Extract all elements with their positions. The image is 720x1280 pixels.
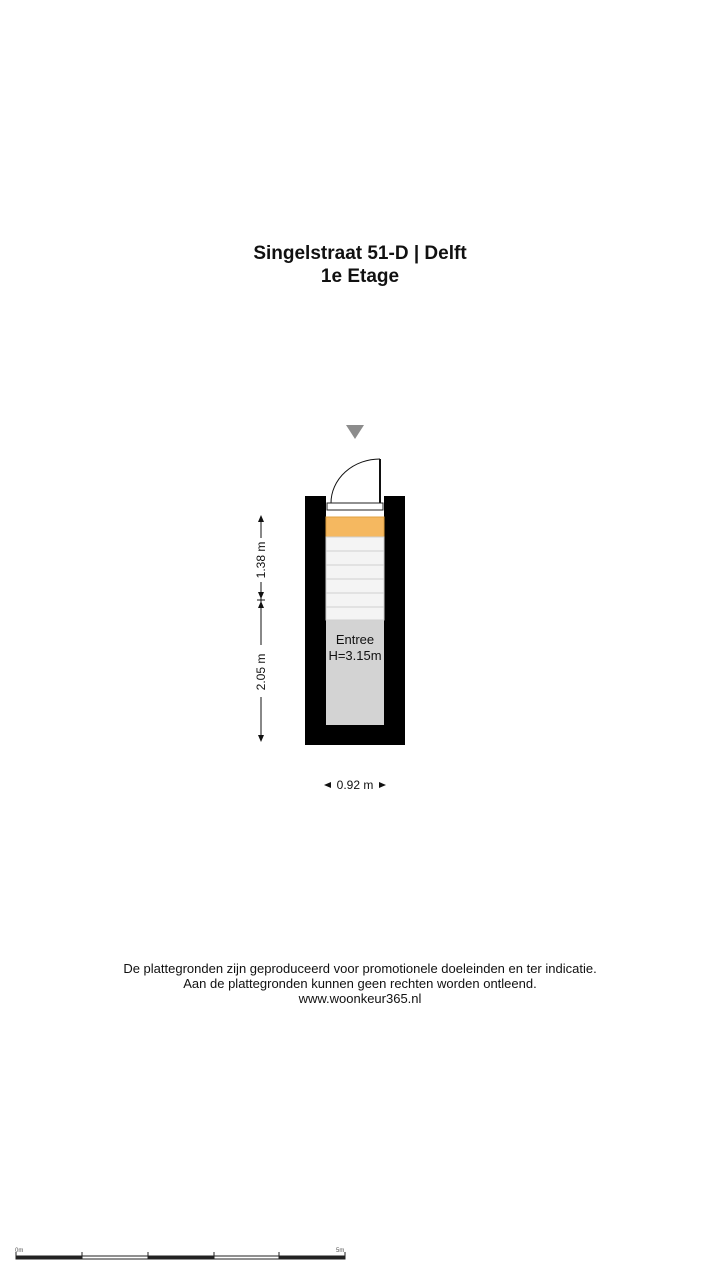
stair-step xyxy=(326,565,384,579)
stair-step xyxy=(326,607,384,620)
stair-step xyxy=(326,537,384,551)
room-height: H=3.15m xyxy=(328,648,382,663)
stair-step xyxy=(326,579,384,593)
dimension-arrow-right-icon xyxy=(379,782,386,788)
entrance-arrow-icon xyxy=(346,425,364,439)
stair-step-top xyxy=(326,517,384,537)
stair-step xyxy=(326,593,384,607)
scale-end-label: 5m xyxy=(336,1248,345,1254)
dimension-upper-label: 1.38 m xyxy=(254,541,268,579)
scale-start-label: 0m xyxy=(15,1248,24,1254)
plan-title: Singelstraat 51-D | Delft xyxy=(253,243,467,264)
dimension-arrow-left-icon xyxy=(324,782,331,788)
scale-bar xyxy=(16,1252,345,1259)
room-name: Entree xyxy=(335,632,375,647)
disclaimer-url: www.woonkeur365.nl xyxy=(298,991,422,1006)
dimension-width-label: 0.92 m xyxy=(336,778,374,792)
disclaimer-line-1: De plattegronden zijn geproduceerd voor promotionele doeleinden en ter indicatie. xyxy=(123,961,597,976)
staircase xyxy=(326,517,384,620)
dimension-lower-label: 2.05 m xyxy=(254,653,268,691)
door-swing xyxy=(327,459,383,510)
floor-label: 1e Etage xyxy=(320,266,400,287)
stair-step xyxy=(326,551,384,565)
disclaimer-line-2: Aan de plattegronden kunnen geen rechten worden ontleend. xyxy=(183,976,537,991)
